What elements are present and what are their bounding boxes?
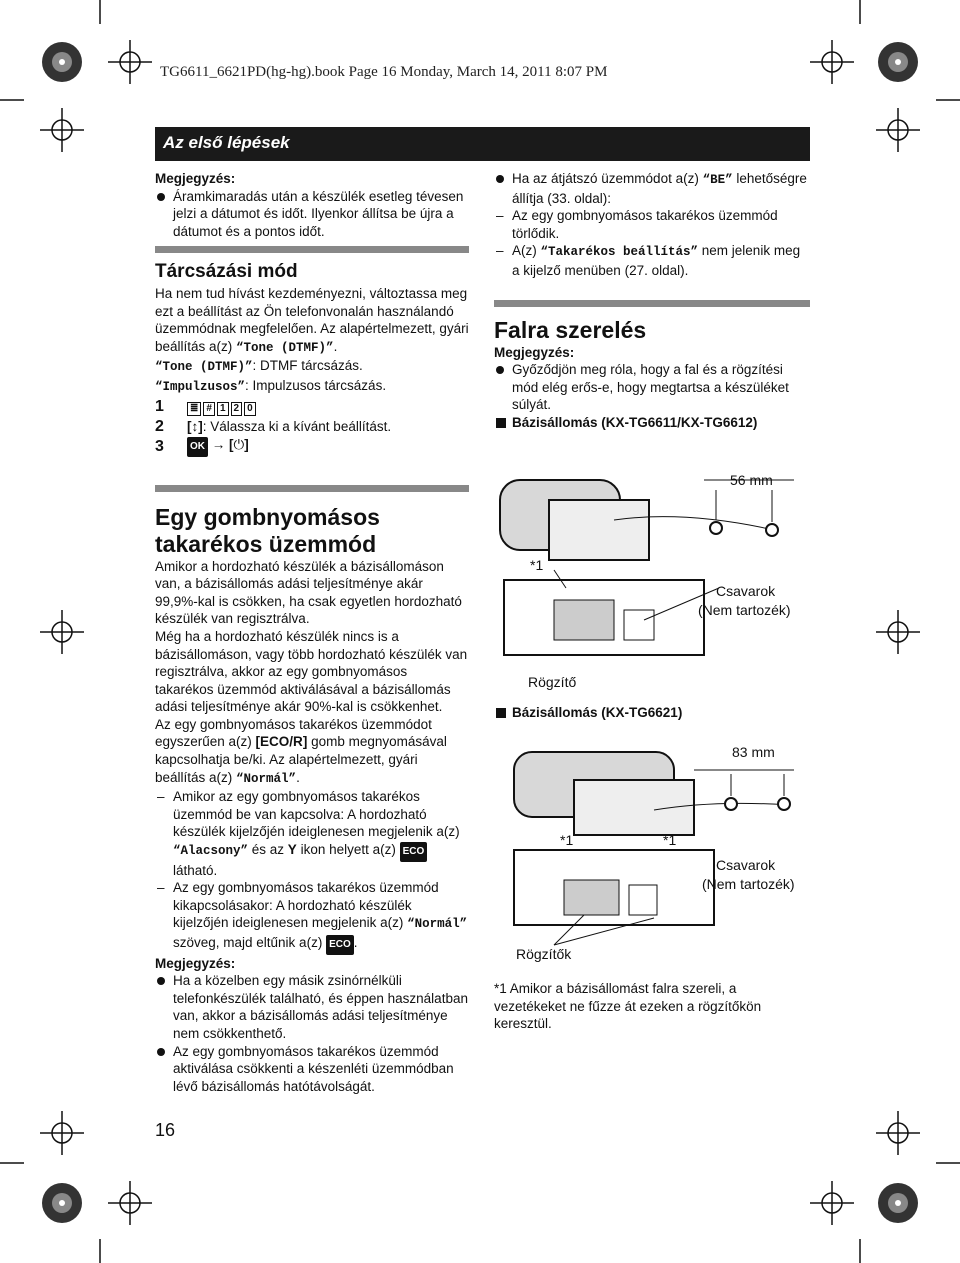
base-model-1-title: Bázisállomás (KX-TG6611/KX-TG6612) bbox=[494, 414, 810, 432]
step-3: 3 OK → [⏻] bbox=[155, 437, 469, 457]
eco-off-dash: – Az egy gombnyomásos takarékos üzemmód kikapcsolásakor: A hordozható készülék kijelzőjén ideiglenesen megjelenik a(z) “Normál” szöveg, majd eltűnik a(z) ECO . bbox=[155, 879, 469, 954]
key-0: 0 bbox=[244, 402, 256, 416]
crosshair-icon bbox=[40, 610, 84, 654]
section-divider bbox=[155, 485, 469, 492]
footnote-marker: *1 bbox=[663, 832, 677, 848]
holders-label: Rögzítők bbox=[516, 946, 572, 962]
crosshair-icon bbox=[876, 108, 920, 152]
pulse-option: “Impulzusos”: Impulzusos tárcsázás. bbox=[155, 377, 387, 394]
footnote: *1 Amikor a bázisállomást falra szereli, a vezetékeket ne fűzze át ezeken a rögzítőkön keresztül. bbox=[494, 981, 762, 1032]
screws-label: Csavarok bbox=[716, 583, 776, 599]
crosshair-icon bbox=[108, 1181, 152, 1225]
arrow-icon: → bbox=[211, 437, 226, 453]
footnote-marker: *1 bbox=[530, 557, 544, 573]
antenna-icon: Y bbox=[287, 842, 297, 858]
menu-key-icon: ≣ bbox=[187, 402, 201, 416]
dial-mode-paragraph: Ha nem tud hívást kezdeményezni, változtassa meg ezt a beállítást az Ön telefonvonalán használandó üzemmódnak megfelelően. Az alapértelmezett, gyári beállítás a(z) “Tone (DTMF)”. bbox=[155, 285, 469, 355]
note-bullet: Áramkimaradás után a készülék esetleg tévesen jelzi a dátumot és időt. Ilyenkor állítsa be újra a dátumot és a pontos időt. bbox=[155, 188, 469, 241]
hash-key: # bbox=[203, 402, 215, 416]
repeater-bullet: Ha az átjátszó üzemmódot a(z) “BE” lehetőségre állítja (33. oldal): bbox=[494, 170, 810, 207]
eco-paragraph-1: Amikor a hordozható készülék a bázisállomáson van, a bázisállomás adási teljesítménye akár 99,9%-kal is csökken, ha csak egyetlen hordozható készülék van regisztrálva. bbox=[155, 558, 462, 627]
right-column bbox=[494, 170, 810, 432]
step-2: 2 [↕]: Válassza ki a kívánt beállítást. bbox=[155, 417, 392, 435]
screws-note: (Nem tartozék) bbox=[702, 876, 795, 892]
eco-icon: ECO bbox=[326, 935, 354, 955]
crosshair-icon bbox=[40, 1111, 84, 1155]
screws-label: Csavarok bbox=[716, 857, 776, 873]
crosshair-icon bbox=[108, 40, 152, 84]
ok-key: OK bbox=[187, 437, 208, 457]
crosshair-icon bbox=[810, 40, 854, 84]
eco-mode-heading: Egy gombnyomásos takarékos üzemmód bbox=[155, 503, 380, 557]
step-1: 1 ≣ # 1 2 0 bbox=[155, 397, 469, 417]
tone-option: “Tone (DTMF)”: DTMF tárcsázás. bbox=[155, 358, 363, 375]
book-header-line: TG6611_6621PD(hg-hg).book Page 16 Monday, March 14, 2011 8:07 PM bbox=[160, 64, 608, 80]
section-title: Az első lépések bbox=[163, 133, 290, 152]
crosshair-icon bbox=[40, 108, 84, 152]
crosshair-icon bbox=[810, 1181, 854, 1225]
eco-on-dash: – Amikor az egy gombnyomásos takarékos üzemmód be van kapcsolva: A hordozható készülék kijelzőjén ideiglenesen megjelenik a(z) “Alacsony” és az Y ikon helyett a(z) ECO látható. bbox=[155, 788, 469, 879]
footnote-marker: *1 bbox=[560, 832, 574, 848]
wall-mount-heading: Falra szerelés bbox=[494, 316, 647, 343]
dimension-label: 83 mm bbox=[732, 744, 775, 760]
wall-mount-figure-1 bbox=[494, 460, 810, 700]
base-model-2-title: Bázisállomás (KX-TG6621) bbox=[494, 704, 828, 722]
off-key-icon: ⏻ bbox=[233, 437, 245, 453]
repeater-dash-1: – Az egy gombnyomásos takarékos üzemmód törlődik. bbox=[494, 207, 810, 242]
section-divider bbox=[155, 246, 469, 253]
note-title: Megjegyzés: bbox=[155, 955, 236, 971]
screws-note: (Nem tartozék) bbox=[698, 602, 791, 618]
navigator-key-icon: ↕ bbox=[191, 418, 199, 434]
section-divider bbox=[494, 300, 810, 307]
repeater-dash-2: – A(z) “Takarékos beállítás” nem jelenik meg a kijelző menüben (27. oldal). bbox=[494, 242, 810, 279]
left-column bbox=[155, 170, 469, 1095]
crosshair-icon bbox=[876, 1111, 920, 1155]
section-title-bar bbox=[155, 127, 810, 161]
key-1: 1 bbox=[217, 402, 229, 416]
eco-r-key: ECO/R bbox=[260, 734, 303, 750]
note-title: Megjegyzés: bbox=[155, 171, 236, 186]
page-number: 16 bbox=[155, 1120, 176, 1140]
crosshair-icon bbox=[876, 610, 920, 654]
dimension-label: 56 mm bbox=[730, 472, 773, 488]
eco-paragraph-2: Még ha a hordozható készülék nincs is a bázisállomáson, vagy több hordozható készülék van regisztrálva, akkor az egy gombnyomásos takarékos üzemmód aktiválásával a bázisállomás adási teljesítménye akár 90%-kal is csökkenhet. bbox=[155, 628, 468, 715]
note-bullet: Győződjön meg róla, hogy a fal és a rögzítési mód elég erős-e, hogy megtartsa a készüléket súlyát. bbox=[494, 361, 810, 414]
note-bullet: Az egy gombnyomásos takarékos üzemmód aktiválása csökkenti a készenléti üzemmódban lévő bázisállomás hatótávolságát. bbox=[155, 1043, 469, 1096]
key-2: 2 bbox=[231, 402, 243, 416]
note-bullet: Ha a közelben egy másik zsinórnélküli telefonkészülék található, és éppen használatban van, akkor a bázisállomás adási teljesítménye nem csökkenthető. bbox=[155, 972, 469, 1042]
dial-mode-heading: Tárcsázási mód bbox=[155, 261, 298, 283]
eco-paragraph-3: Az egy gombnyomásos takarékos üzemmódot egyszerűen a(z) [ECO/R] gomb megnyomásával kapcsolhatja be/ki. Az alapértelmezett, gyári beállítás a(z) “Normál”. bbox=[155, 716, 447, 786]
wall-mount-figure-2 bbox=[494, 730, 810, 968]
note-title: Megjegyzés: bbox=[494, 344, 575, 360]
eco-icon: ECO bbox=[400, 842, 428, 862]
holder-label: Rögzítő bbox=[528, 674, 577, 690]
